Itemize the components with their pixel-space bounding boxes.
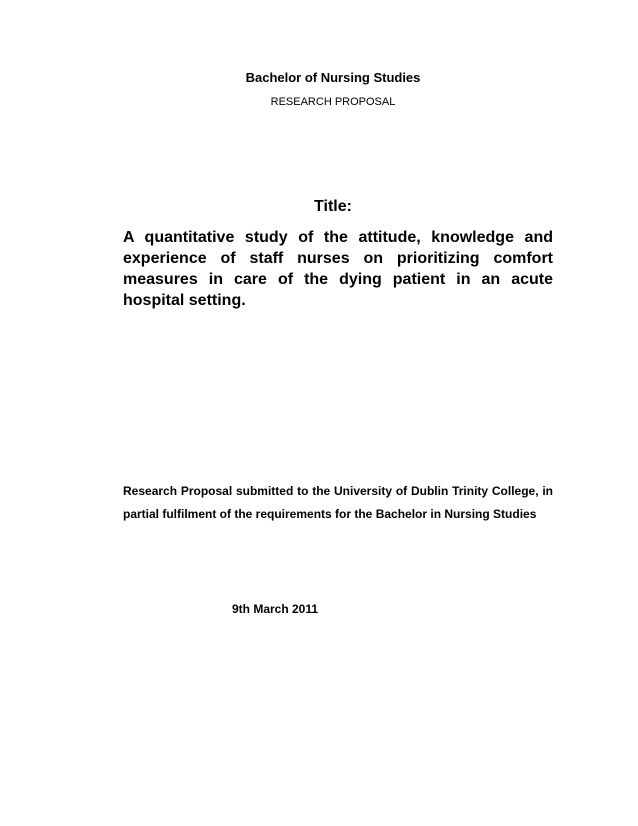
submission-date: 9th March 2011 — [232, 602, 319, 616]
degree-name: Bachelor of Nursing Studies — [245, 70, 421, 85]
submission-statement: Research Proposal submitted to the University of Dublin Trinity College, in partial fulfilment of the requirements for the Bachelor in Nursing Studies — [123, 484, 553, 521]
proposal-title: A quantitative study of the attitude, knowledge and experience of staff nurses on prioritizing comfort measures in care of the dying patient in an acute hospital setting. — [123, 229, 553, 309]
document-type: RESEARCH PROPOSAL — [270, 96, 396, 108]
title-label: Title: — [314, 198, 352, 215]
